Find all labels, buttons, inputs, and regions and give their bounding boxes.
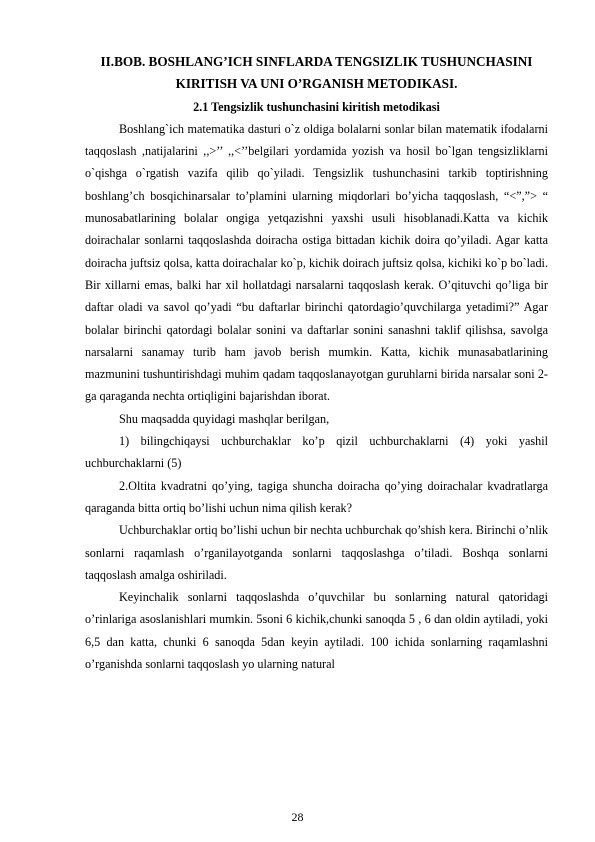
paragraph-intro: Boshlang`ich matematika dasturi o`z oldiga bolalarni sonlar bilan matematik ifodalarni taqqoslash ,natijalarini ,,>’’ ,,<’’belgilari yordamida yozish va hosil bo`lgan tengsizliklarni o`qishga o`rgatish vazifa qilib qo`yiladi. Tengsizlik tushunchasini tarkib toptirishning boshlang’ch bosqichinarsalar to’plamini ularning miqdorlari bo’yicha taqqoslash, “<”,”> “ munosabatlarining bolalar ongiga yetqazishni yaxshi usuli hisoblanadi.Katta va kichik doirachalar sonlarni taqqoslashda doiracha ostiga bittadan kichik doira qo’yiladi. Agar katta doiracha juftsiz qolsa, katta doirachalar ko`p, kichik doirach juftsiz qolsa, kichiki ko`p bo`ladi. Bir xillarni emas, balki har xil hollatdagi narsalarni taqqoslash kerak. O’qituvchi qo’liga bir daftar oladi va savol qo’yadi “bu daftarlar birinchi qatordagio’quvchilarga yetadimi?” Agar bolalar birinchi qatordagi bolalar sonini va daftarlar sonini sanashni taklif qilishsa, savolga narsalarni sanamay turib ham javob berish mumkin. Katta, kichik munasabatlarining mazmunini tushuntirishdagi muhim qadam taqqoslanayotgan guruhlarni birida narsalar soni 2-ga qaraganda nechta ortiqligini bajarishdan iborat. [85, 121, 548, 404]
paragraph-triangles: Uchburchaklar ortiq bo’lishi uchun bir nechta uchburchak qo’shish kera. Birinchi o’nlik sonlarni raqamlash o’rganilayotganda sonlarni taqqoslashga o’tiladi. Boshqa sonlarni taqqoslash amalga oshiriladi. [85, 523, 548, 582]
section-title: 2.1 Tengsizlik tushunchasini kiritish metodikasi [193, 99, 440, 114]
document-page [85, 51, 548, 675]
paragraph-exercise-1: 1) bilingchiqaysi uchburchaklar ko’p qizil uchburchaklarni (4) yoki yashil uchburchaklarni (5) [85, 434, 548, 471]
chapter-title: II.BOB. BOSHLANG’ICH SINFLARDA TENGSIZLIK TUSHUNCHASINI KIRITISH VA UNI O’RGANISH METODIKASI. [100, 54, 533, 92]
paragraph-exercise-2: 2.Oltita kvadratni qo’ying, tagiga shuncha doiracha qo’ying doirachalar kvadratlarga qaraganda bitta ortiq bo’lishi uchun nima qilish kerak? [85, 478, 548, 515]
paragraph-natural-order: Keyinchalik sonlarni taqqoslashda o’quvchilar bu sonlarning natural qatoridagi o’rinlariga asoslanishlari mumkin. 5soni 6 kichik,chunki sanoqda 5 , 6 dan oldin aytiladi, yoki 6,5 dan katta, chunki 6 sanoqda 5dan keyin aytiladi. 100 ichida sonlarning raqamlashni o’rganishda sonlarni taqqoslash yo ularning natural [85, 590, 548, 672]
paragraph-exercises-intro: Shu maqsadda quyidagi mashqlar berilgan, [119, 411, 330, 426]
page-number: 28 [291, 810, 304, 824]
